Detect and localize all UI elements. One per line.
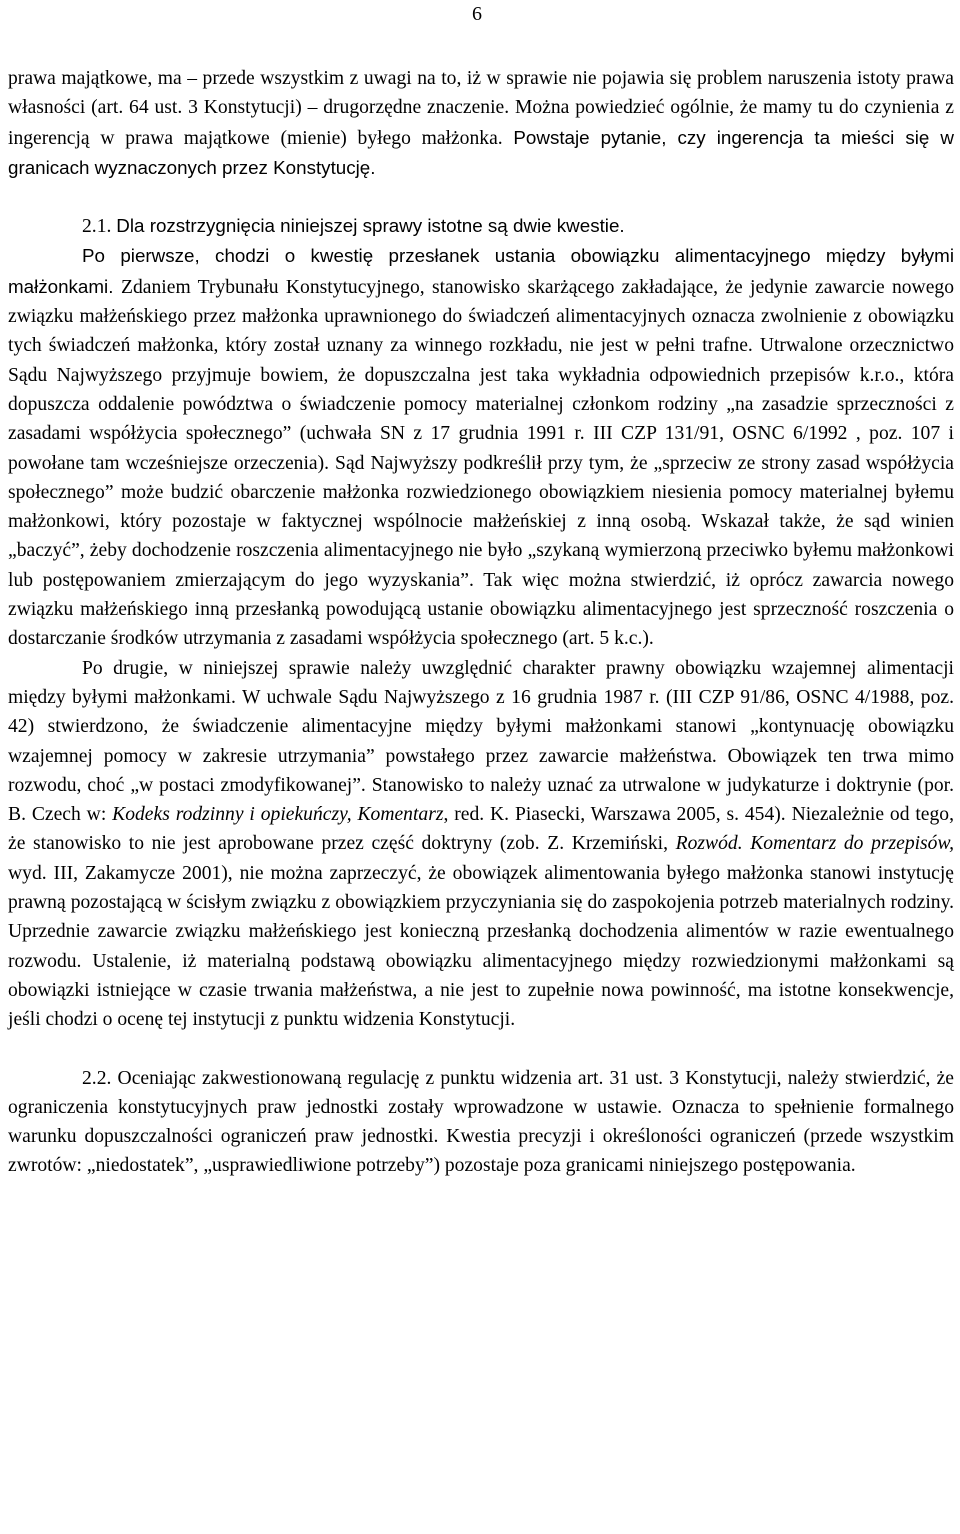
paragraph	[8, 241, 954, 653]
paragraph-text: Zdaniem Trybunału Konstytucyjnego, stanowisko skarżącego zakładające, że jedynie zawarcie nowego związku małżeńskiego przez małżonka uprawnionego do świadczeń alimentacyjnych oznacza zwolnienie z obowiązku tych świadczeń małżonka, który został uznany za winnego rozkładu, nie jest w pełni trafne. Utrwalone orzecznictwo Sądu Najwyższego przyjmuje bowiem, że dopuszczalna jest taka wykładnia odpowiednich przepisów k.r.o., która dopuszcza oddalenie powództwa o świadczenie pomocy materialnej członkom rodziny „na zasadzie sprzeczności z zasadami współżycia społecznego” (uchwała SN z 17 grudnia 1991 r. III CZP 131/91, OSNC 6/1992 , poz. 107 i powołane tam wcześniejsze orzeczenia). Sąd Najwyższy podkreślił przy tym, że „sprzeciw ze strony zasad współżycia społecznego” może budzić obarczenie małżonka rozwiedzionego obowiązkiem niesienia pomocy materialnej byłemu małżonkowi, który pozostaje w faktycznej wspólnocie małżeńskiej z inną osobą. Wskazał także, że sąd winien „baczyć”, żeby dochodzenie roszczenia alimentacyjnego nie było „szykaną wymierzoną przeciwko byłemu małżonkowi lub postępowaniem zmierzającym do jego wyzyskania”. Tak więc można stwierdzić, iż oprócz zawarcia nowego związku małżeńskiego inną przesłanką powodującą ustanie obowiązku alimentacyjnego jest sprzeczność roszczenia o dostarczanie środków utrzymania z zasadami współżycia społecznego (art. 5 k.c.).	[8, 276, 954, 650]
paragraph	[8, 1064, 954, 1181]
paragraph-text: Po drugie, w niniejszej sprawie należy uwzględnić charakter prawny obowiązku wzajemnej alimentacji między byłymi małżonkami. W uchwale Sądu Najwyższego z 16 grudnia 1987 r. (III CZP 91/86, OSNC 4/1988, poz. 42) stwierdzono, że świadczenie alimentacyjne między byłymi małżonkami stanowi „kontynuację obowiązku wzajemnej pomocy w zakresie utrzymania” powstałego przez zawarcie małżeństwa. Obowiązek ten trwa mimo rozwodu, choć „w postaci zmodyfikowanej”. Stanowisko to należy uznać za utrwalone w judykaturze i doktrynie (por. B. Czech w:	[8, 657, 954, 826]
section-number: 2.1.	[82, 216, 117, 238]
paragraph-text: wyd. III, Zakamycze 2001), nie można zaprzeczyć, że obowiązek alimentowania byłego małżonka stanowi instytucję prawną pozostającą w ścisłym związku z obowiązkiem przyczyniania się do zaspokojenia potrzeb materialnych rodziny. Uprzednie zawarcie związku małżeńskiego jest konieczną przesłanką dochodzenia alimentów w razie ewentualnego rozwodu. Ustalenie, iż materialną podstawą obowiązku alimentacyjnego między rozwiedzionymi małżonkami są obowiązki istniejące w czasie trwania małżeństwa, a nie jest to zupełnie nowa powinność, ma istotne konsekwencje, jeśli chodzi o ocenę tej instytucji z punktu widzenia Konstytucji.	[8, 862, 954, 1031]
section-heading-text: Dla rozstrzygnięcia niniejszej sprawy istotne są dwie kwestie.	[116, 215, 625, 237]
page-number: 6	[472, 3, 482, 25]
book-title: Rozwód. Komentarz do przepisów,	[675, 833, 954, 855]
paragraph	[8, 64, 954, 183]
paragraph-text: Powstaje pytanie, czy ingerencja ta mieści się w granicach wyznaczonych przez Konstytucję.	[8, 126, 954, 178]
paragraph-text: 2.2. Oceniając zakwestionowaną regulację z punktu widzenia art. 31 ust. 3 Konstytucji, należy stwierdzić, że ograniczenia konstytucyjnych praw jednostki zostały wprowadzone w ustawie. Oznacza to spełnienie formalnego warunku dopuszczalności ograniczeń praw jednostki. Kwestia precyzji i określoności ograniczeń (przede wszystkim zwrotów: „niedostatek”, „usprawiedliwione potrzeby”) pozostaje poza granicami niniejszego postępowania.	[8, 1067, 954, 1177]
document-body	[8, 64, 954, 1181]
book-title: Kodeks rodzinny i opiekuńczy, Komentarz	[112, 804, 444, 826]
paragraph-text: prawa majątkowe, ma – przede wszystkim z uwagi na to, iż w sprawie nie pojawia się problem naruszenia istoty prawa własności (art. 64 ust. 3 Konstytucji) – drugorzędne znaczenie. Można powiedzieć ogólnie, że mamy tu do czynienia z ingerencją w prawa majątkowe (mienie) byłego małżonka.	[8, 68, 954, 149]
paragraph-text: Po pierwsze, chodzi o kwestię przesłanek ustania obowiązku alimentacyjnego między byłymi małżonkami.	[8, 245, 954, 297]
paragraph	[8, 654, 954, 1035]
paragraph-text: , red. K. Piasecki, Warszawa 2005, s. 454). Niezależnie od tego, że stanowisko to nie jest aprobowane przez część doktryny (zob. Z. Krzemiński,	[8, 804, 955, 855]
section-heading	[8, 211, 954, 241]
